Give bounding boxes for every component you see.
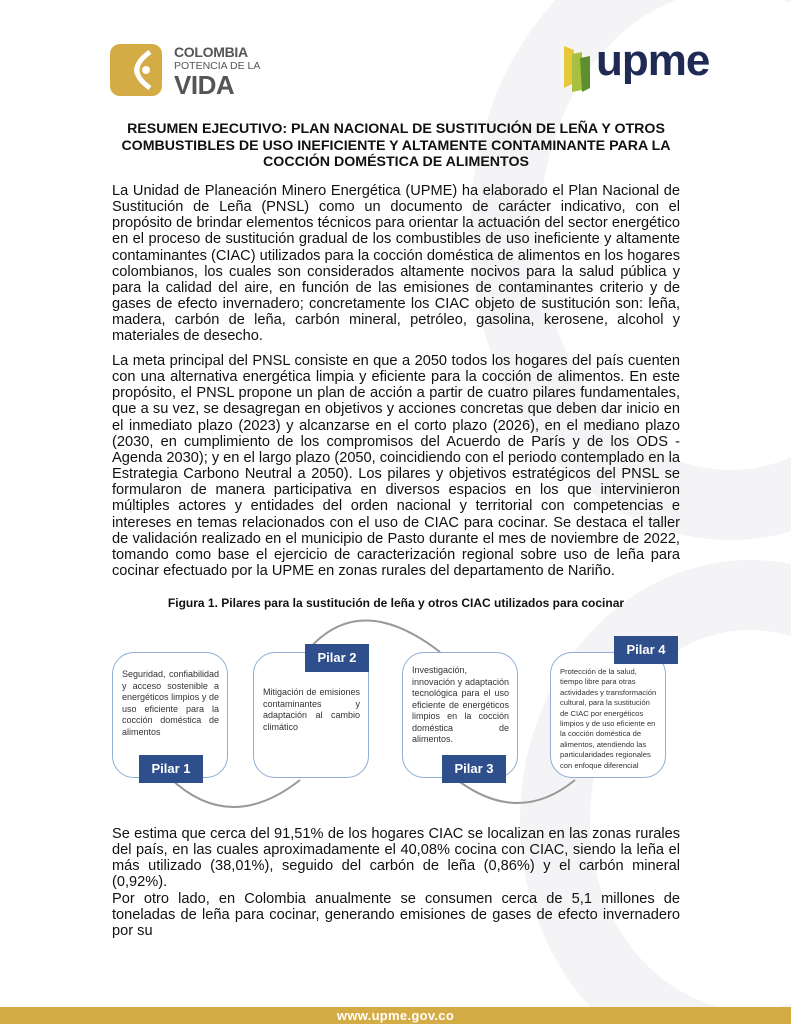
paragraph: Por otro lado, en Colombia anualmente se consumen cerca de 5,1 millones de toneladas de leña para cocinar, generando emisiones de gases de efecto invernadero por su — [112, 891, 680, 940]
paragraph: La meta principal del PNSL consiste en que a 2050 todos los hogares del país cuenten con una alternativa energética limpia y eficiente para la cocción de alimentos. En este propósito, el PNSL propone un plan de acción a partir de cuatro pilares fundamentales, que a su vez, se desagregan en objetivos y acciones concretas que deben dar inicio en el inmediato plazo (2023) y alcanzarse en el corto plazo (2026), en el mediano plazo (2030, en cumplimiento de los compromisos del Acuerdo de París y de los ODS - Agenda 2030); y en el largo plazo (2050, coincidiendo con el periodo contemplado en la Estrategia Carbono Neutral a 2050). Los pilares y objetivos estratégicos del PNSL se formularon de manera participativa en diversos espacios en los que intervinieron múltiples actores y entidades del orden nacional y territorial con competencias e intereses en temas relacionados con el uso de CIAC para cocinar. Se destaca el taller de validación realizado en el municipio de Pasto durante el mes de noviembre de 2022, tomando como base el ejercicio de caracterización regional sobre uso de leña para cocinar efectuado por la UPME en zonas rurales del departamento de Nariño. — [112, 353, 680, 580]
pillar-2-box: Mitigación de emisiones contaminantes y adaptación al cambio climático — [253, 652, 369, 778]
footer-url: www.upme.gov.co — [0, 1007, 791, 1024]
pillar-2-label: Pilar 2 — [305, 644, 369, 672]
pillar-3-label: Pilar 3 — [442, 755, 506, 783]
pillar-4-box: Protección de la salud, tiempo libre para otras actividades y transformación cultural, para la sustitución de CIAC por energéticos limpios y de uso eficiente en la cocción doméstica de alimentos, atendiendo las particularidades regionales con enfoque diferencial — [550, 652, 666, 778]
document-title: RESUMEN EJECUTIVO: PLAN NACIONAL DE SUSTITUCIÓN DE LEÑA Y OTROS COMBUSTIBLES DE USO INEFICIENTE Y ALTAMENTE CONTAMINANTE PARA LA COCCIÓN DOMÉSTICA DE ALIMENTOS — [121, 121, 671, 170]
logo-text: COLOMBIA — [174, 44, 248, 60]
pillar-3-box: Investigación, innovación y adaptación tecnológica para el uso eficiente de energéticos limpios en la cocción doméstica de alimentos. — [402, 652, 518, 778]
logo-text: VIDA — [174, 70, 235, 100]
pillar-4-label: Pilar 4 — [614, 636, 678, 664]
paragraph: Se estima que cerca del 91,51% de los hogares CIAC se localizan en las zonas rurales del país, en las cuales aproximadamente el 40,08% cocina con CIAC, siendo la leña el más utilizado (38,01%), seguido del carbón de leña (0,86%) y el carbón mineral (0,92%). — [112, 826, 680, 891]
logo-text: upme — [596, 36, 710, 85]
pillar-1-label: Pilar 1 — [139, 755, 203, 783]
paragraph: La Unidad de Planeación Minero Energética (UPME) ha elaborado el Plan Nacional de Sustitución de Leña (PNSL) como un documento de carácter indicativo, con el propósito de brindar elementos técnicos para orientar la actuación del sector energético en el proceso de sustitución gradual de los combustibles de uso ineficiente y altamente contaminantes (CIAC) utilizados para la cocción doméstica de alimentos en los hogares colombianos, los cuales son considerados altamente nocivos para la salud pública y para la calidad del aire, en función de las emisiones de contaminantes criterio y de gases de efecto invernadero; concretamente los CIAC objeto de sustitución son: leña, madera, carbón de leña, carbón mineral, petróleo, gasolina, kerosene, alcohol y materiales de desecho. — [112, 183, 680, 345]
pillar-1-box: Seguridad, confiabilidad y acceso sostenible a energéticos limpios y de uso eficiente para la cocción doméstica de alimentos — [112, 652, 228, 778]
logo-text: POTENCIA DE LA — [174, 60, 261, 72]
figure-caption: Figura 1. Pilares para la sustitución de leña y otros CIAC utilizados para cocinar — [167, 596, 625, 610]
arrow-3-4 — [460, 780, 575, 803]
